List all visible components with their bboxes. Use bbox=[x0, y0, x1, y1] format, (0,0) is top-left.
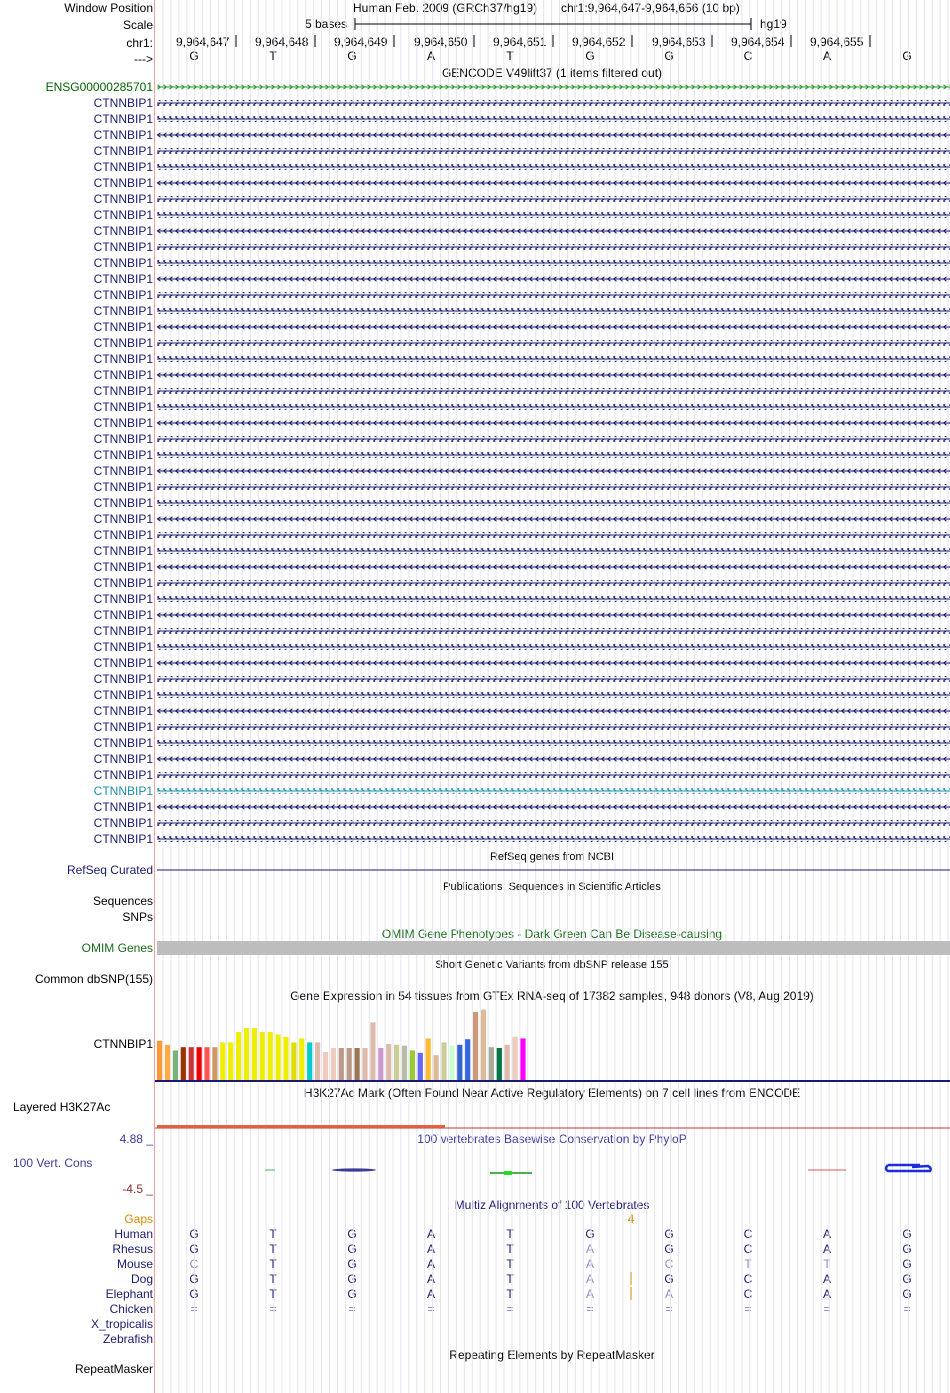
gtex-tissue-bar bbox=[355, 1048, 360, 1080]
gencode-item-label[interactable]: CTNNBIP1 bbox=[93, 320, 153, 334]
gencode-item-chevrons bbox=[157, 692, 950, 698]
gencode-item-chevrons bbox=[157, 340, 950, 346]
gencode-item-chevrons bbox=[157, 276, 950, 282]
phylop-min-label: -4.5 _ bbox=[122, 1182, 153, 1196]
repeatmasker-title: Repeating Elements by RepeatMasker bbox=[449, 1348, 655, 1362]
gencode-item-label[interactable]: CTNNBIP1 bbox=[93, 288, 153, 302]
gtex-tissue-bar bbox=[299, 1038, 304, 1080]
multiz-base: G bbox=[585, 1227, 595, 1241]
multiz-base: T bbox=[269, 1242, 277, 1256]
base-letter: G bbox=[664, 49, 674, 63]
gtex-tissue-bar bbox=[418, 1053, 423, 1080]
gencode-item-label[interactable]: CTNNBIP1 bbox=[93, 736, 153, 750]
gencode-item-chevrons bbox=[157, 372, 950, 378]
omim-bar bbox=[157, 941, 950, 955]
multiz-base: G bbox=[902, 1242, 912, 1256]
gencode-item-chevrons bbox=[157, 772, 950, 778]
track-label-repeatmasker[interactable]: RepeatMasker bbox=[74, 1362, 153, 1376]
multiz-base: C bbox=[189, 1257, 199, 1271]
base-letter: G bbox=[189, 49, 199, 63]
gencode-item-label[interactable]: CTNNBIP1 bbox=[93, 832, 153, 846]
multiz-base: G bbox=[664, 1272, 674, 1286]
gtex-tissue-bar bbox=[434, 1055, 439, 1080]
gencode-item-chevrons bbox=[157, 676, 950, 682]
gencode-item-label[interactable]: CTNNBIP1 bbox=[93, 592, 153, 606]
gencode-item-chevrons bbox=[157, 212, 950, 218]
gencode-item-label[interactable]: CTNNBIP1 bbox=[93, 656, 153, 670]
gtex-tissue-bar bbox=[441, 1042, 446, 1080]
multiz-base: T bbox=[744, 1257, 752, 1271]
base-letter: C bbox=[743, 49, 753, 63]
gtex-tissue-bar bbox=[362, 1048, 367, 1080]
gencode-item-chevrons bbox=[157, 724, 950, 730]
gencode-item-label[interactable]: CTNNBIP1 bbox=[93, 640, 153, 654]
gencode-item-chevrons bbox=[157, 436, 950, 442]
gencode-item-label[interactable]: CTNNBIP1 bbox=[93, 240, 153, 254]
multiz-base: A bbox=[822, 1287, 832, 1301]
multiz-base: T bbox=[823, 1257, 831, 1271]
gencode-item-label[interactable]: CTNNBIP1 bbox=[93, 224, 153, 238]
gencode-item-label[interactable]: CTNNBIP1 bbox=[93, 752, 153, 766]
multiz-species-label[interactable]: Chicken bbox=[109, 1302, 153, 1316]
gap-value: 4 bbox=[627, 1212, 635, 1226]
multiz-base: = bbox=[190, 1302, 198, 1316]
gencode-item-chevrons bbox=[157, 116, 950, 122]
coordinate-label: 9,964,653 bbox=[652, 35, 706, 49]
multiz-base: = bbox=[665, 1302, 673, 1316]
multiz-base: G bbox=[189, 1272, 199, 1286]
gencode-item-label[interactable]: CTNNBIP1 bbox=[93, 672, 153, 686]
track-label-snps[interactable]: SNPs bbox=[122, 910, 153, 924]
gencode-item-chevrons bbox=[157, 628, 950, 634]
gencode-item-label[interactable]: CTNNBIP1 bbox=[93, 208, 153, 222]
base-letter: A bbox=[822, 49, 832, 63]
multiz-base: C bbox=[743, 1287, 753, 1301]
multiz-base: G bbox=[347, 1227, 357, 1241]
multiz-base: A bbox=[585, 1242, 595, 1256]
h3k27ac-signal bbox=[157, 1125, 445, 1128]
position-text: chr1:9,964,647-9,964,656 (10 bp) bbox=[561, 1, 740, 15]
gtex-tissue-bar bbox=[204, 1047, 209, 1080]
gtex-tissue-bar bbox=[283, 1037, 288, 1080]
multiz-base: T bbox=[506, 1257, 514, 1271]
gencode-item-chevrons bbox=[157, 708, 950, 714]
multiz-base: = bbox=[586, 1302, 594, 1316]
gencode-item-label[interactable]: CTNNBIP1 bbox=[93, 368, 153, 382]
multiz-base: A bbox=[585, 1272, 595, 1286]
coordinate-label: 9,964,651 bbox=[493, 35, 547, 49]
gtex-title: Gene Expression in 54 tissues from GTEx RNA-seq of 17382 samples, 948 donors (V8, Aug 2019) bbox=[290, 989, 814, 1003]
multiz-base: A bbox=[426, 1287, 436, 1301]
gtex-tissue-bar bbox=[181, 1047, 186, 1080]
gencode-item-label[interactable]: CTNNBIP1 bbox=[93, 432, 153, 446]
gtex-tissue-bar bbox=[307, 1042, 312, 1080]
track-label-omim[interactable]: OMIM Genes bbox=[81, 941, 153, 955]
omim-title: OMIM Gene Phenotypes - Dark Green Can Be Disease-causing bbox=[381, 927, 723, 941]
gencode-item-chevrons bbox=[157, 308, 950, 314]
window-position-label: Window Position bbox=[64, 1, 153, 15]
gtex-tissue-bar bbox=[386, 1044, 391, 1080]
base-letter: G bbox=[585, 49, 595, 63]
multiz-species-label[interactable]: Rhesus bbox=[112, 1242, 153, 1256]
gencode-item-chevrons bbox=[157, 836, 950, 842]
gtex-tissue-bar bbox=[339, 1048, 344, 1080]
gencode-item-label[interactable]: CTNNBIP1 bbox=[93, 480, 153, 494]
gencode-item-label[interactable]: CTNNBIP1 bbox=[93, 352, 153, 366]
multiz-base: G bbox=[664, 1227, 674, 1241]
multiz-base: A bbox=[426, 1257, 436, 1271]
multiz-base: G bbox=[347, 1242, 357, 1256]
gencode-item-chevrons bbox=[157, 580, 950, 586]
gencode-item-chevrons bbox=[157, 500, 950, 506]
db-text: hg19 bbox=[760, 17, 787, 31]
scale-bar bbox=[355, 18, 751, 30]
base-letter: T bbox=[506, 49, 514, 63]
gencode-item-chevrons bbox=[157, 596, 950, 602]
assembly-title: Human Feb. 2009 (GRCh37/hg19) bbox=[353, 1, 538, 15]
multiz-base: C bbox=[743, 1242, 753, 1256]
multiz-base: = bbox=[427, 1302, 435, 1316]
gtex-tissue-bar bbox=[252, 1028, 257, 1080]
grid-lines bbox=[163, 0, 948, 1393]
multiz-base: G bbox=[902, 1227, 912, 1241]
gtex-tissue-bar bbox=[481, 1010, 486, 1080]
gencode-item-chevrons bbox=[157, 228, 950, 234]
base-letter: G bbox=[902, 49, 912, 63]
gencode-item-chevrons bbox=[157, 100, 950, 106]
gencode-item-chevrons bbox=[157, 244, 950, 250]
track-label-gtex[interactable]: CTNNBIP1 bbox=[93, 1037, 153, 1051]
base-letter: A bbox=[426, 49, 436, 63]
multiz-base: A bbox=[426, 1272, 436, 1286]
gencode-item-chevrons bbox=[157, 820, 950, 826]
h3k27ac-title: H3K27Ac Mark (Often Found Near Active Regulatory Elements) on 7 cell lines from ENCODE bbox=[303, 1086, 801, 1100]
gtex-tissue-bar bbox=[410, 1050, 415, 1080]
label-divider bbox=[154, 0, 155, 1393]
coordinate-label: 9,964,649 bbox=[334, 35, 388, 49]
multiz-species-label[interactable]: Elephant bbox=[105, 1287, 153, 1301]
gencode-item-label[interactable]: CTNNBIP1 bbox=[93, 496, 153, 510]
gencode-item-label[interactable]: CTNNBIP1 bbox=[93, 800, 153, 814]
multiz-species-label[interactable]: X_tropicalis bbox=[90, 1317, 153, 1331]
gencode-item-label[interactable]: CTNNBIP1 bbox=[93, 608, 153, 622]
coordinate-label: 9,964,652 bbox=[572, 35, 626, 49]
gencode-item-chevrons bbox=[157, 804, 950, 810]
gencode-item-label[interactable]: CTNNBIP1 bbox=[93, 96, 153, 110]
multiz-base: A bbox=[585, 1257, 595, 1271]
gtex-bars bbox=[157, 1010, 526, 1080]
multiz-base: T bbox=[506, 1242, 514, 1256]
gencode-item-label[interactable]: CTNNBIP1 bbox=[93, 704, 153, 718]
gtex-tissue-bar bbox=[331, 1048, 336, 1080]
multiz-base: T bbox=[506, 1227, 514, 1241]
gtex-tissue-bar bbox=[426, 1038, 431, 1080]
coordinate-label: 9,964,647 bbox=[176, 35, 230, 49]
multiz-base: A bbox=[426, 1242, 436, 1256]
gencode-item-label[interactable]: CTNNBIP1 bbox=[93, 416, 153, 430]
gencode-item-label[interactable]: CTNNBIP1 bbox=[93, 720, 153, 734]
gencode-item-label[interactable]: CTNNBIP1 bbox=[93, 624, 153, 638]
gencode-item-label[interactable]: CTNNBIP1 bbox=[93, 272, 153, 286]
gencode-item-chevrons bbox=[157, 356, 950, 362]
multiz-species-label[interactable]: Dog bbox=[130, 1272, 153, 1286]
gtex-tissue-bar bbox=[513, 1037, 518, 1080]
track-label-phylop[interactable]: 100 Vert. Cons bbox=[13, 1156, 93, 1170]
gtex-tissue-bar bbox=[173, 1050, 178, 1080]
gtex-tissue-bar bbox=[315, 1042, 320, 1080]
multiz-base: G bbox=[189, 1227, 199, 1241]
track-label-refseq[interactable]: RefSeq Curated bbox=[66, 863, 153, 877]
gtex-tissue-bar bbox=[260, 1032, 265, 1080]
gtex-tissue-bar bbox=[244, 1028, 249, 1080]
gencode-item-label[interactable]: CTNNBIP1 bbox=[93, 176, 153, 190]
gencode-item-label[interactable]: CTNNBIP1 bbox=[93, 160, 153, 174]
gtex-tissue-bar bbox=[157, 1041, 162, 1080]
gencode-item-chevrons bbox=[157, 388, 950, 394]
dbsnp-title: Short Genetic Variants from dbSNP release 155 bbox=[435, 959, 669, 971]
phylop-title: 100 vertebrates Basewise Conservation by PhyloP bbox=[417, 1132, 687, 1146]
multiz-base: C bbox=[664, 1257, 674, 1271]
multiz-base: T bbox=[269, 1287, 277, 1301]
gencode-item-chevrons bbox=[157, 468, 950, 474]
multiz-base: T bbox=[269, 1257, 277, 1271]
gtex-tissue-bar bbox=[457, 1045, 462, 1080]
gencode-gene-lines bbox=[157, 84, 950, 842]
gencode-item-chevrons bbox=[157, 164, 950, 170]
refseq-title: RefSeq genes from NCBI bbox=[489, 851, 615, 863]
gtex-tissue-bar bbox=[505, 1045, 510, 1080]
multiz-base: G bbox=[664, 1242, 674, 1256]
multiz-title: Multiz Alignments of 100 Vertebrates bbox=[454, 1198, 650, 1212]
multiz-base: T bbox=[506, 1272, 514, 1286]
publications-title: Publications: Sequences in Scientific Articles bbox=[443, 881, 661, 893]
multiz-base: G bbox=[902, 1257, 912, 1271]
gencode-item-chevrons bbox=[157, 260, 950, 266]
multiz-base: T bbox=[269, 1272, 277, 1286]
gencode-title: GENCODE V49lift37 (1 items filtered out) bbox=[441, 66, 663, 80]
gtex-tissue-bar bbox=[489, 1047, 494, 1080]
gencode-item-chevrons bbox=[157, 660, 950, 666]
gtex-tissue-bar bbox=[236, 1032, 241, 1080]
gencode-item-label[interactable]: CTNNBIP1 bbox=[93, 528, 153, 542]
gencode-item-chevrons bbox=[157, 404, 950, 410]
gtex-tissue-bar bbox=[449, 1046, 454, 1080]
gencode-item-label[interactable]: CTNNBIP1 bbox=[93, 768, 153, 782]
gtex-tissue-bar bbox=[520, 1038, 525, 1080]
base-letter: G bbox=[347, 49, 357, 63]
strand-label: ---> bbox=[134, 52, 153, 66]
coordinate-label: 9,964,650 bbox=[414, 35, 468, 49]
multiz-base: G bbox=[347, 1287, 357, 1301]
gencode-item-label[interactable]: CTNNBIP1 bbox=[93, 128, 153, 142]
gencode-item-label[interactable]: CTNNBIP1 bbox=[93, 304, 153, 318]
phylop-marks bbox=[265, 1165, 931, 1175]
multiz-base: G bbox=[347, 1257, 357, 1271]
multiz-base: T bbox=[269, 1227, 277, 1241]
track-label-h3k27ac[interactable]: Layered H3K27Ac bbox=[13, 1100, 111, 1114]
gencode-item-label[interactable]: CTNNBIP1 bbox=[93, 544, 153, 558]
gtex-tissue-bar bbox=[197, 1047, 202, 1080]
multiz-base: = bbox=[506, 1302, 514, 1316]
gencode-item-chevrons bbox=[157, 420, 950, 426]
coordinate-label: 9,964,655 bbox=[810, 35, 864, 49]
multiz-base: = bbox=[744, 1302, 752, 1316]
gencode-item-chevrons bbox=[157, 612, 950, 618]
gencode-item-label[interactable]: CTNNBIP1 bbox=[93, 384, 153, 398]
gencode-item-chevrons bbox=[157, 452, 950, 458]
gtex-tissue-bar bbox=[189, 1047, 194, 1080]
multiz-base: G bbox=[189, 1287, 199, 1301]
coordinate-label: 9,964,654 bbox=[731, 35, 785, 49]
gencode-item-label[interactable]: CTNNBIP1 bbox=[93, 256, 153, 270]
gencode-item-label[interactable]: CTNNBIP1 bbox=[93, 400, 153, 414]
gtex-tissue-bar bbox=[165, 1045, 170, 1080]
multiz-base: T bbox=[506, 1287, 514, 1301]
gtex-tissue-bar bbox=[212, 1047, 217, 1080]
gencode-item-label[interactable]: CTNNBIP1 bbox=[93, 560, 153, 574]
gtex-tissue-bar bbox=[347, 1048, 352, 1080]
gtex-tissue-bar bbox=[497, 1048, 502, 1080]
multiz-base: A bbox=[822, 1242, 832, 1256]
gencode-item-label[interactable]: CTNNBIP1 bbox=[93, 336, 153, 350]
gencode-item-label[interactable]: CTNNBIP1 bbox=[93, 816, 153, 830]
track-label-sequences[interactable]: Sequences bbox=[92, 894, 153, 908]
multiz-base: = bbox=[823, 1302, 831, 1316]
multiz-species-label[interactable]: Zebrafish bbox=[102, 1332, 153, 1346]
gtex-tissue-bar bbox=[291, 1042, 296, 1080]
multiz-base: A bbox=[426, 1227, 436, 1241]
gencode-item-chevrons bbox=[157, 324, 950, 330]
gencode-item-chevrons bbox=[157, 132, 950, 138]
multiz-base: G bbox=[902, 1287, 912, 1301]
gencode-item-label[interactable]: CTNNBIP1 bbox=[93, 688, 153, 702]
multiz-base: A bbox=[664, 1287, 674, 1301]
multiz-base: A bbox=[585, 1287, 595, 1301]
gtex-tissue-bar bbox=[394, 1045, 399, 1080]
coordinate-label: 9,964,648 bbox=[255, 35, 309, 49]
gencode-item-chevrons bbox=[157, 756, 950, 762]
phylop-max-label: 4.88 _ bbox=[119, 1132, 153, 1146]
gencode-item-label[interactable]: CTNNBIP1 bbox=[93, 512, 153, 526]
gtex-tissue-bar bbox=[378, 1048, 383, 1080]
gencode-item-chevrons bbox=[157, 484, 950, 490]
gtex-tissue-bar bbox=[268, 1032, 273, 1080]
gencode-item-label[interactable]: CTNNBIP1 bbox=[93, 464, 153, 478]
base-letter: T bbox=[269, 49, 277, 63]
gencode-item-chevrons bbox=[157, 532, 950, 538]
gencode-item-chevrons bbox=[157, 516, 950, 522]
gencode-item-label[interactable]: ENSG00000285701 bbox=[45, 80, 153, 94]
multiz-base: A bbox=[822, 1272, 832, 1286]
gtex-tissue-bar bbox=[465, 1039, 470, 1080]
multiz-base: G bbox=[189, 1242, 199, 1256]
gencode-item-chevrons bbox=[157, 564, 950, 570]
gencode-item-label[interactable]: CTNNBIP1 bbox=[93, 192, 153, 206]
gencode-item-chevrons bbox=[157, 196, 950, 202]
gtex-tissue-bar bbox=[370, 1022, 375, 1080]
gencode-item-label[interactable]: CTNNBIP1 bbox=[93, 144, 153, 158]
gtex-tissue-bar bbox=[220, 1042, 225, 1080]
gencode-item-chevrons bbox=[157, 788, 950, 794]
gencode-item-chevrons bbox=[157, 548, 950, 554]
gencode-item-chevrons bbox=[157, 292, 950, 298]
multiz-base: = bbox=[269, 1302, 277, 1316]
gaps-label: Gaps bbox=[124, 1212, 153, 1226]
track-label-dbsnp[interactable]: Common dbSNP(155) bbox=[34, 972, 153, 986]
multiz-base: C bbox=[743, 1227, 753, 1241]
gencode-item-chevrons bbox=[157, 740, 950, 746]
multiz-species-label[interactable]: Mouse bbox=[116, 1257, 153, 1271]
gencode-item-chevrons bbox=[157, 84, 950, 90]
multiz-base: C bbox=[743, 1272, 753, 1286]
gtex-tissue-bar bbox=[473, 1012, 478, 1080]
chrom-label: chr1: bbox=[126, 36, 153, 50]
multiz-base: A bbox=[822, 1227, 832, 1241]
gencode-item-label[interactable]: CTNNBIP1 bbox=[93, 112, 153, 126]
multiz-base: G bbox=[902, 1272, 912, 1286]
gencode-item-label[interactable]: CTNNBIP1 bbox=[93, 576, 153, 590]
gencode-item-label[interactable]: CTNNBIP1 bbox=[93, 448, 153, 462]
gencode-item-label[interactable]: CTNNBIP1 bbox=[93, 784, 153, 798]
gencode-item-chevrons bbox=[157, 148, 950, 154]
multiz-species-label[interactable]: Human bbox=[114, 1227, 153, 1241]
gtex-tissue-bar bbox=[323, 1052, 328, 1080]
gtex-tissue-bar bbox=[276, 1034, 281, 1080]
multiz-base: = bbox=[903, 1302, 911, 1316]
gtex-tissue-bar bbox=[402, 1046, 407, 1080]
gencode-item-chevrons bbox=[157, 180, 950, 186]
gtex-tissue-bar bbox=[228, 1042, 233, 1080]
gencode-item-chevrons bbox=[157, 644, 950, 650]
scale-label: Scale bbox=[122, 18, 153, 32]
multiz-base: G bbox=[347, 1272, 357, 1286]
scale-text: 5 bases bbox=[305, 17, 348, 31]
multiz-base: = bbox=[348, 1302, 356, 1316]
